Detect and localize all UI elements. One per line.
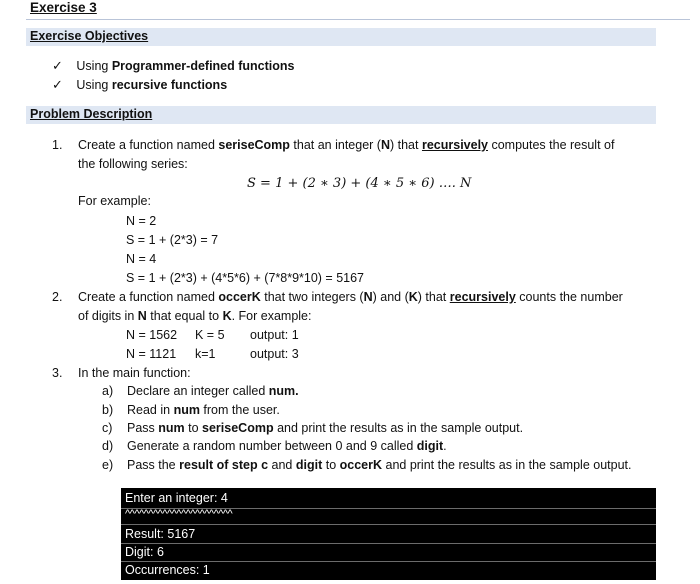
step-a [127,384,299,398]
console-divider [121,543,656,544]
step-bold: occerK [339,458,383,472]
console-line: ^^^^^^^^^^^^^^^^^^^^^^^ [125,508,233,520]
q1-number: 1. [52,138,63,152]
step-text: . [443,439,447,453]
console-divider [121,524,656,525]
objectives-heading-bar [26,28,656,46]
q1-example-line: N = 2 [126,214,157,228]
q1-line2: the following series: [78,157,188,171]
step-e [127,458,631,472]
q2-var-n: N [363,290,373,304]
step-text: from the user. [199,403,280,417]
step-text: and print the results as in the sample output. [273,421,524,435]
q2-text: of digits in [78,309,138,323]
console-line: Occurrences: 1 [125,563,210,577]
objective-item [52,77,227,93]
checkmark-icon: ✓ [52,58,63,73]
problem-heading-bar [26,106,656,124]
step-label: d) [102,439,114,453]
q2-example-output: output: 3 [250,347,299,361]
q2-example-k: k=1 [195,347,216,361]
q1-function-name: seriseComp [218,138,290,152]
step-bold: result of step c [179,458,269,472]
q3-number: 3. [52,366,63,380]
q1-text: ) that [390,138,422,152]
q1-line1 [78,138,614,152]
q1-text: Create a function named [78,138,219,152]
q2-example-k: K = 5 [195,328,225,342]
objective-text-prefix: Using [76,59,112,73]
q2-text: . For example: [231,309,312,323]
q2-var-k: K [408,290,418,304]
step-c [127,421,523,435]
q1-example-line: N = 4 [126,252,157,266]
objective-text-bold: Programmer-defined functions [111,59,295,73]
q2-text: counts the number [515,290,623,304]
objective-text-bold: recursive functions [111,78,228,92]
step-bold: num [158,421,185,435]
q2-example-output: output: 1 [250,328,299,342]
q1-text: that an integer ( [289,138,381,152]
q2-function-name: occerK [218,290,261,304]
step-text: Declare an integer called [127,384,269,398]
console-divider [121,561,656,562]
step-bold: digit [416,439,444,453]
q2-text: that equal to [146,309,223,323]
step-text: Generate a random number between 0 and 9 called [127,439,417,453]
step-text: Pass [127,421,159,435]
q1-example-line: S = 1 + (2*3) = 7 [126,233,219,247]
q2-line2 [78,309,311,323]
q2-text: Create a function named [78,290,219,304]
q1-recursively: recursively [421,138,488,152]
q2-text: ) that [417,290,450,304]
q2-number: 2. [52,290,63,304]
q1-text: computes the result of [488,138,615,152]
step-b [127,403,280,417]
step-text: and [268,458,296,472]
checkmark-icon: ✓ [52,77,63,92]
step-text: Pass the [127,458,180,472]
series-formula: S = 1 + (2 ∗ 3) + (4 ∗ 5 ∗ 6) …. N [247,176,472,191]
step-bold: num. [268,384,299,398]
q3-intro: In the main function: [78,366,191,380]
objectives-heading: Exercise Objectives [30,29,149,43]
q1-example-line: S = 1 + (2*3) + (4*5*6) + (7*8*9*10) = 5167 [126,271,365,285]
step-text: to [322,458,340,472]
q2-example-n: N = 1121 [126,347,177,361]
objective-text-prefix: Using [76,78,112,92]
q2-example-n: N = 1562 [126,328,178,342]
step-bold: seriseComp [202,421,274,435]
step-d [127,439,447,453]
step-label: c) [102,421,113,435]
console-line: Enter an integer: 4 [125,491,228,505]
step-bold: num [173,403,200,417]
sample-output-console [121,488,656,580]
page-title: Exercise 3 [30,0,97,15]
step-text: to [184,421,203,435]
step-label: a) [102,384,114,398]
q2-text: ) and ( [372,290,409,304]
q2-line1 [78,290,623,304]
step-label: e) [102,458,114,472]
problem-heading: Problem Description [30,107,153,121]
q2-var-n: N [137,309,147,323]
q1-var-n: N [380,138,390,152]
objective-item [52,58,295,74]
step-text: and print the results as in the sample output. [382,458,632,472]
console-line: Digit: 6 [125,545,164,559]
title-divider [26,19,690,20]
step-bold: digit [295,458,323,472]
console-line: Result: 5167 [125,527,196,541]
q2-var-k: K [222,309,232,323]
q2-recursively: recursively [449,290,516,304]
step-text: Read in [127,403,174,417]
q1-example-label: For example: [78,194,151,208]
q2-text: that two integers ( [260,290,364,304]
step-label: b) [102,403,114,417]
